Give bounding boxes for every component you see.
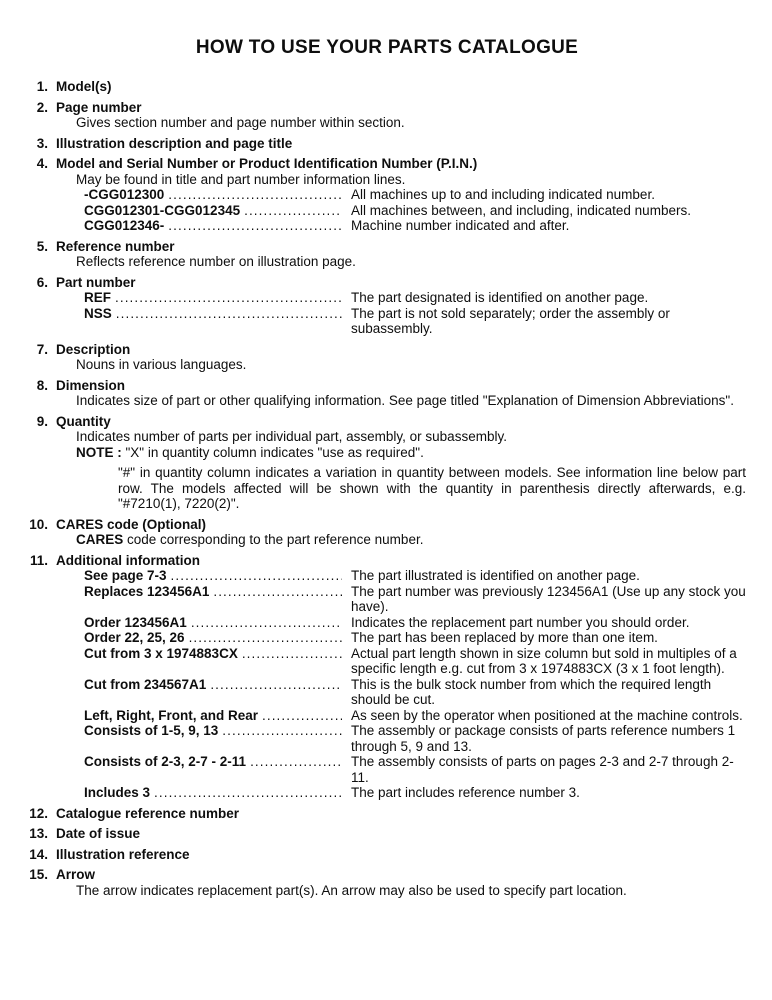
- definition-row: [84, 187, 746, 203]
- item-number: 15.: [29, 867, 48, 882]
- item-heading: Description: [56, 341, 131, 357]
- item-part-number: [28, 275, 746, 337]
- item-arrow: [28, 867, 746, 898]
- item-heading: Quantity: [56, 413, 111, 429]
- term-label: Cut from 234567A1: [84, 676, 207, 692]
- item-number: 13.: [29, 826, 48, 841]
- term-label: CGG012301-CGG012345: [84, 202, 241, 218]
- definition-row: [84, 708, 746, 724]
- dot-leader: [213, 584, 342, 600]
- definition-row: [84, 584, 746, 615]
- dot-leader: [244, 203, 342, 219]
- item-number: 6.: [36, 274, 48, 290]
- item-number: 10.: [29, 516, 48, 532]
- definition-row: [84, 754, 746, 785]
- item-number: 14.: [29, 846, 48, 862]
- term-label: Consists of 1-5, 9, 13: [84, 723, 219, 738]
- dot-leader: [189, 630, 342, 646]
- item-date-of-issue: [28, 826, 746, 842]
- item-number: 3.: [36, 135, 48, 151]
- dot-leader: [210, 677, 342, 693]
- item-number: 4.: [36, 156, 48, 171]
- dot-leader: [154, 785, 342, 801]
- definition-text: The assembly or package consists of parts reference numbers 1 through 5, 9 and 13.: [351, 723, 736, 754]
- item-body: Indicates number of parts per individual part, assembly, or subassembly.: [76, 429, 507, 444]
- item-body: [76, 532, 746, 548]
- definition-text: The assembly consists of parts on pages 2-3 and 2-7 through 2-11.: [351, 754, 734, 785]
- term-label: NSS: [84, 305, 112, 321]
- definition-text: All machines up to and including indicated number.: [351, 187, 655, 202]
- definition-row: [84, 306, 746, 337]
- definition-text: The part includes reference number 3.: [351, 785, 580, 800]
- page-title: HOW TO USE YOUR PARTS CATALOGUE: [195, 37, 579, 58]
- item-number: 7.: [36, 341, 48, 357]
- term-label: See page 7-3: [84, 568, 167, 583]
- dot-leader: [171, 568, 342, 584]
- cares-bold: CARES: [76, 532, 124, 547]
- term-label: Left, Right, Front, and Rear: [84, 707, 258, 723]
- term-label: Includes 3: [84, 785, 151, 800]
- item-heading: CARES code (Optional): [56, 516, 207, 532]
- item-heading: Illustration reference: [56, 846, 190, 862]
- dot-leader: [168, 187, 342, 203]
- definition-row: [84, 677, 746, 708]
- definition-row: [84, 615, 746, 631]
- definition-row: [84, 646, 746, 677]
- item-dimension: [28, 378, 746, 409]
- definition-row: [84, 203, 746, 219]
- dot-leader: [262, 708, 342, 724]
- item-heading: Model and Serial Number or Product Identification Number (P.I.N.): [56, 156, 478, 171]
- definition-text: The part is not sold separately; order the assembly or subassembly.: [351, 305, 670, 336]
- definition-row: [84, 630, 746, 646]
- cares-rest: code corresponding to the part reference number.: [123, 532, 424, 547]
- item-quantity: [28, 414, 746, 512]
- definition-text: The part designated is identified on another page.: [351, 290, 649, 305]
- dot-leader: [222, 723, 342, 739]
- dot-leader: [115, 290, 342, 306]
- item-illustration-reference: [28, 847, 746, 863]
- item-body: Nouns in various languages.: [76, 357, 247, 372]
- term-label: -CGG012300: [84, 187, 165, 202]
- item-reference-number: [28, 239, 746, 270]
- definition-row: [84, 785, 746, 801]
- item-description: [28, 342, 746, 373]
- definition-text: The part has been replaced by more than one item.: [351, 630, 658, 645]
- item-number: 8.: [36, 377, 48, 393]
- item-body: The arrow indicates replacement part(s). An arrow may also be used to specify part location.: [76, 882, 627, 898]
- item-number: 1.: [36, 79, 48, 94]
- item-heading: Illustration description and page title: [56, 135, 293, 151]
- definition-text: All machines between, and including, indicated numbers.: [351, 202, 691, 218]
- item-heading: Arrow: [56, 867, 96, 882]
- definition-row: [84, 723, 746, 754]
- item-heading: Model(s): [56, 79, 112, 94]
- definition-text: Actual part length shown in size column but sold in multiples of a specific length e.g. cut from 3 x 1974883CX (3 x 1 foot length).: [351, 645, 737, 676]
- definition-text: This is the bulk stock number from which the required length should be cut.: [351, 676, 712, 707]
- item-heading: Part number: [56, 274, 136, 290]
- item-number: 12.: [29, 805, 48, 821]
- term-label: REF: [84, 290, 111, 305]
- item-cares-code: [28, 517, 746, 548]
- term-label: Order 22, 25, 26: [84, 630, 185, 645]
- item-catalogue-reference-number: [28, 806, 746, 822]
- note-line: [76, 445, 746, 461]
- term-label: Replaces 123456A1: [84, 583, 210, 599]
- term-label: Order 123456A1: [84, 614, 187, 630]
- dot-leader: [116, 306, 342, 322]
- item-body: Reflects reference number on illustration page.: [76, 254, 356, 269]
- item-number: 5.: [36, 238, 48, 254]
- item-body: Indicates size of part or other qualifying information. See page titled "Explanation of Dimension Abbreviations".: [76, 393, 734, 408]
- note-text: "X" in quantity column indicates "use as required".: [125, 444, 424, 460]
- definition-text: Machine number indicated and after.: [351, 218, 570, 233]
- note-label: NOTE :: [76, 444, 122, 460]
- item-heading: Catalogue reference number: [56, 805, 240, 821]
- note-paragraph: "#" in quantity column indicates a variation in quantity between models. See information line below part row. The models affected will be shown with the quantity in parenthesis directly afterwards, e.g. "#7210(1), 7220(2)".: [118, 465, 746, 511]
- dot-leader: [191, 615, 342, 631]
- term-label: CGG012346-: [84, 218, 165, 233]
- term-label: Consists of 2-3, 2-7 - 2-11: [84, 754, 247, 769]
- item-heading: Page number: [56, 99, 142, 115]
- item-body: May be found in title and part number information lines.: [76, 171, 406, 187]
- dot-leader: [242, 646, 342, 662]
- item-additional-information: [28, 553, 746, 801]
- definition-row: [84, 290, 746, 306]
- definition-text: The part number was previously 123456A1 (Use up any stock you have).: [351, 583, 746, 614]
- definition-text: The part illustrated is identified on another page.: [351, 568, 640, 583]
- definition-row: [84, 568, 746, 584]
- item-heading: Dimension: [56, 377, 126, 393]
- dot-leader: [168, 218, 342, 234]
- dot-leader: [250, 754, 342, 770]
- item-heading: Reference number: [56, 238, 175, 254]
- item-number: 2.: [36, 99, 48, 115]
- item-heading: Additional information: [56, 552, 200, 568]
- definition-row: [84, 218, 746, 234]
- item-number: 11.: [29, 552, 48, 568]
- item-model-serial-number: [28, 156, 746, 234]
- definition-text: As seen by the operator when positioned at the machine controls.: [351, 707, 743, 723]
- item-number: 9.: [36, 413, 48, 429]
- item-models: [28, 79, 746, 95]
- item-page-number: [28, 100, 746, 131]
- item-illustration-description: [28, 136, 746, 152]
- item-body: Gives section number and page number within section.: [76, 115, 405, 130]
- item-heading: Date of issue: [56, 826, 141, 841]
- definition-text: Indicates the replacement part number you should order.: [351, 614, 690, 630]
- term-label: Cut from 3 x 1974883CX: [84, 645, 238, 661]
